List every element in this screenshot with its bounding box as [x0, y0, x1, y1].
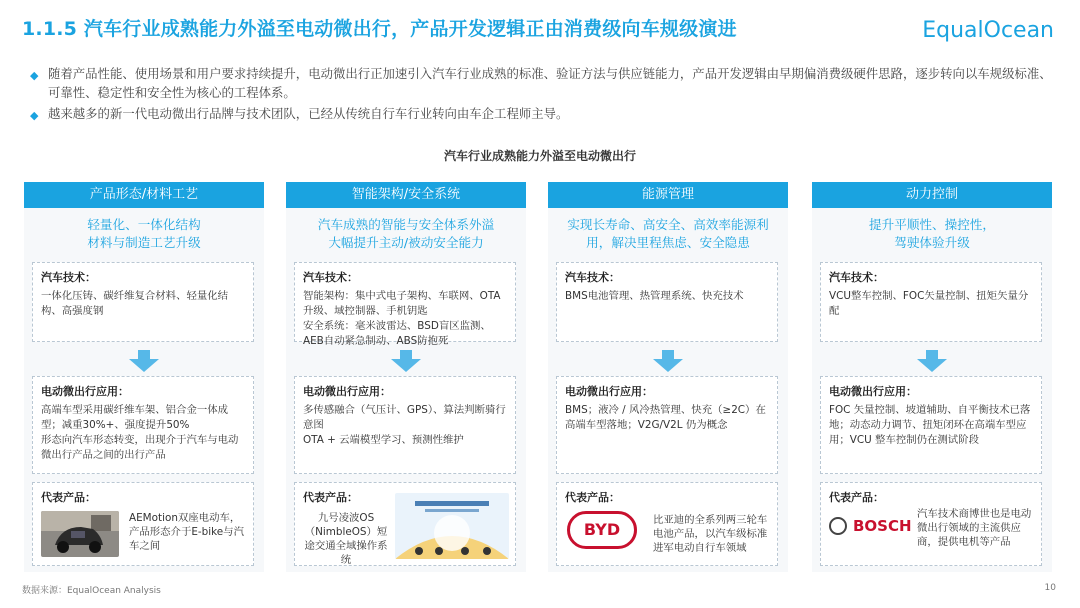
bosch-wordmark: BOSCH	[853, 517, 912, 535]
nimble-os-poster-image	[395, 493, 509, 559]
bullet-item	[30, 104, 1060, 123]
equalocean-logo: EqualOcean	[922, 18, 1054, 43]
auto-tech-label: 汽车技术：	[41, 271, 96, 284]
bullet-list	[30, 64, 1060, 125]
diamond-icon: ◆	[30, 109, 39, 122]
micro-mobility-box	[820, 376, 1042, 474]
micro-mobility-box	[32, 376, 254, 474]
column-product-form	[24, 182, 264, 572]
representative-product-box	[820, 482, 1042, 566]
micro-mobility-label: 电动微出行应用：	[565, 385, 653, 398]
product-text: 汽车技术商博世也是电动微出行领域的主流供应商，提供电机等产品	[917, 508, 1032, 548]
column-subtitle: 提升平顺性、操控性， 驾驶体验升级	[869, 217, 995, 250]
diagram-title: 汽车行业成熟能力外溢至电动微出行	[443, 149, 636, 163]
auto-tech-box	[294, 262, 516, 347]
bullet-text: 随着产品性能、使用场景和用户要求持续提升，电动微出行正加速引入汽车行业成熟的标准、验证方法与供应链能力，产品开发逻辑由早期偏消费级硬件思路，逐步转向以车规级标准、可靠性、稳定性和安全性为核心的工程体系。	[48, 66, 1052, 100]
auto-tech-text: 一体化压铸、碳纤维复合材料、轻量化结构、高强度钢	[41, 290, 229, 317]
product-text: 九号凌波OS（NimbleOS）短途交通全域操作系统	[304, 512, 388, 566]
column-subtitle: 汽车成熟的智能与安全体系外溢 大幅提升主动/被动安全能力	[317, 217, 495, 250]
column-subtitle: 轻量化、一体化结构 材料与制造工艺升级	[87, 217, 201, 250]
column-power-control	[812, 182, 1052, 572]
micro-mobility-box	[556, 376, 778, 474]
bullet-item	[30, 64, 1060, 102]
product-label: 代表产品：	[829, 491, 884, 504]
auto-tech-label: 汽车技术：	[303, 271, 358, 284]
auto-tech-text: 智能架构：集中式电子架构、车联网、OTA升级、域控制器、手机钥匙 安全系统：毫米波雷达、BSD盲区监测、AEB自动紧急制动、ABS防抱死	[303, 290, 501, 347]
diamond-icon: ◆	[30, 69, 39, 82]
auto-tech-box	[556, 262, 778, 342]
micro-mobility-label: 电动微出行应用：	[303, 385, 391, 398]
product-text: AEMotion双座电动车，产品形态介于E-bike与汽车之间	[129, 512, 244, 552]
data-source: 数据来源：EqualOcean Analysis	[22, 586, 161, 596]
column-header: 能源管理	[548, 182, 788, 208]
column-smart-architecture	[286, 182, 526, 572]
representative-product-box	[556, 482, 778, 566]
micro-mobility-text: 高端车型采用碳纤维车架、铝合金一体成型；减重30%+、强度提升50% 形态向汽车形态转变，出现介于汽车与电动微出行产品之间的出行产品	[41, 404, 239, 461]
micro-mobility-label: 电动微出行应用：	[41, 385, 129, 398]
down-arrow-icon	[917, 350, 947, 372]
aemotion-vehicle-image	[41, 511, 119, 557]
down-arrow-icon	[653, 350, 683, 372]
column-subtitle: 实现长寿命、高安全、高效率能源利用，解决里程焦虑、安全隐患	[567, 217, 769, 250]
micro-mobility-text: FOC 矢量控制、坡道辅助、自平衡技术已落地；动态动力调节、扭矩闭环在高端车型应用；VCU 整车控制仍在测试阶段	[829, 404, 1031, 446]
page-number: 10	[1044, 583, 1056, 593]
auto-tech-box	[820, 262, 1042, 342]
product-label: 代表产品：	[565, 491, 620, 504]
bosch-armature-icon	[829, 517, 847, 535]
auto-tech-label: 汽车技术：	[565, 271, 620, 284]
column-header: 产品形态/材料工艺	[24, 182, 264, 208]
micro-mobility-label: 电动微出行应用：	[829, 385, 917, 398]
auto-tech-label: 汽车技术：	[829, 271, 884, 284]
auto-tech-text: VCU整车控制、FOC矢量控制、扭矩矢量分配	[829, 290, 1029, 317]
down-arrow-icon	[391, 350, 421, 372]
down-arrow-icon	[129, 350, 159, 372]
product-label: 代表产品：	[303, 491, 358, 504]
representative-product-box	[294, 482, 516, 566]
auto-tech-text: BMS电池管理、热管理系统、快充技术	[565, 290, 744, 302]
page-title: 1.1.5 汽车行业成熟能力外溢至电动微出行，产品开发逻辑正由消费级向车规级演进	[22, 18, 737, 40]
micro-mobility-box	[294, 376, 516, 474]
column-energy-management	[548, 182, 788, 572]
byd-logo: BYD	[567, 511, 637, 549]
representative-product-box	[32, 482, 254, 566]
micro-mobility-text: BMS；液冷 / 风冷热管理、快充（≥2C）在高端车型落地；V2G/V2L 仍为概念	[565, 404, 766, 431]
auto-tech-box	[32, 262, 254, 342]
product-label: 代表产品：	[41, 491, 96, 504]
column-header: 智能架构/安全系统	[286, 182, 526, 208]
column-header: 动力控制	[812, 182, 1052, 208]
product-text: 比亚迪的全系列两三轮车电池产品，以汽车级标准进军电动自行车领域	[653, 514, 768, 554]
bullet-text: 越来越多的新一代电动微出行品牌与技术团队，已经从传统自行车行业转向由车企工程师主导。	[48, 106, 569, 121]
micro-mobility-text: 多传感融合（气压计、GPS）、算法判断骑行意图 OTA + 云端模型学习、预测性维护	[303, 404, 506, 446]
